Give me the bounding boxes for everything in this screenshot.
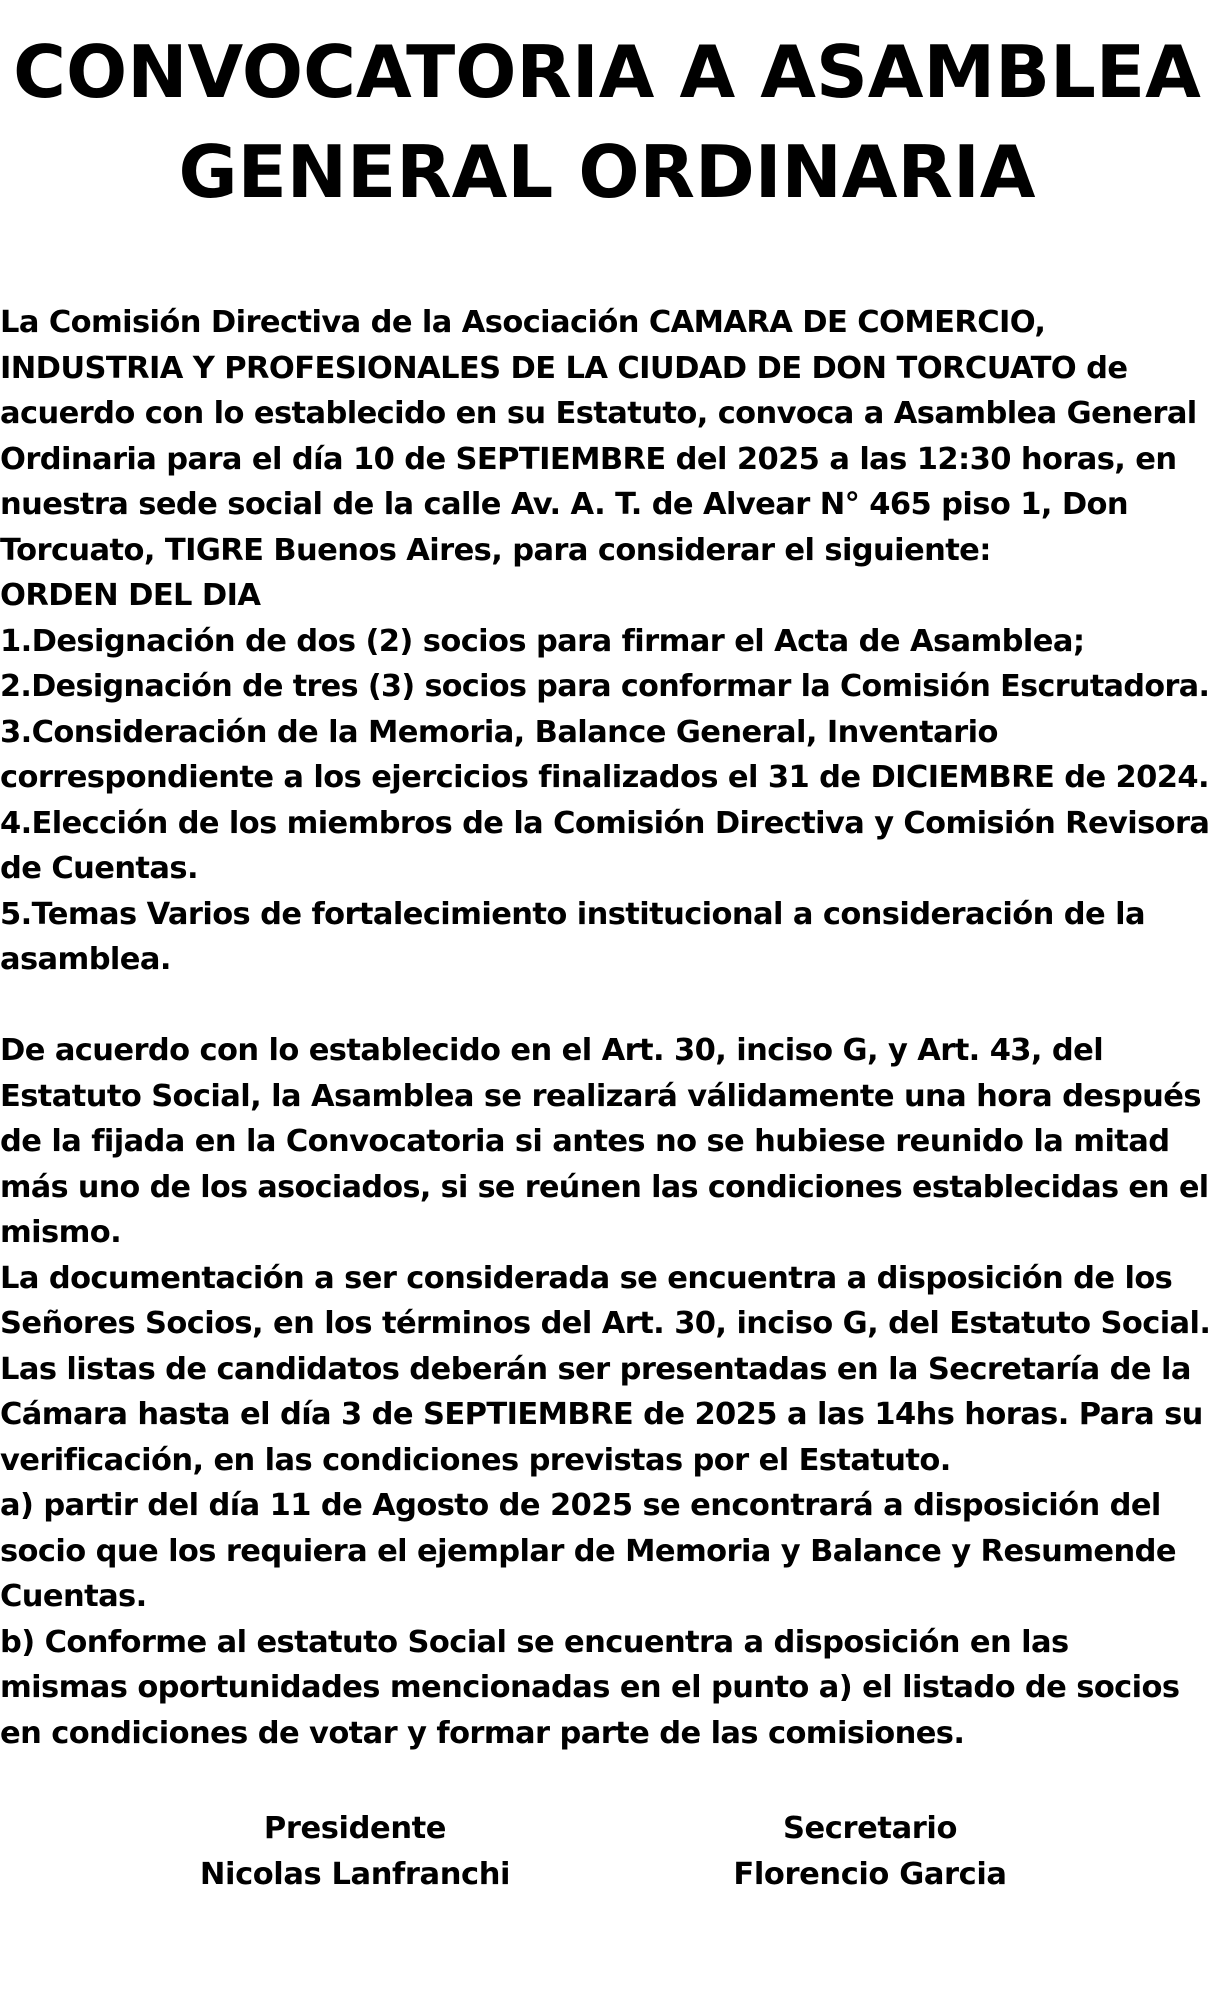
secretary-signature bbox=[660, 1806, 1080, 1898]
body-line: acuerdo con lo establecido en su Estatuto, convoca a Asamblea General bbox=[0, 396, 1197, 431]
agenda-item-continued: correspondiente a los ejercicios finalizados el 31 de DICIEMBRE de 2024. bbox=[0, 760, 1210, 795]
body-line: De acuerdo con lo establecido en el Art. 30, inciso G, y Art. 43, del bbox=[0, 1033, 1104, 1068]
president-signature bbox=[145, 1806, 565, 1898]
body-line: a) partir del día 11 de Agosto de 2025 se encontrará a disposición del bbox=[0, 1488, 1161, 1523]
body-line: en condiciones de votar y formar parte de las comisiones. bbox=[0, 1715, 965, 1751]
convocation-body bbox=[0, 300, 1214, 1756]
agenda-item: 4.Elección de los miembros de la Comisión Directiva y Comisión Revisora bbox=[0, 805, 1210, 841]
body-line: de la fijada en la Convocatoria si antes no se hubiese reunido la mitad bbox=[0, 1124, 1170, 1159]
body-line: b) Conforme al estatuto Social se encuentra a disposición en las bbox=[0, 1624, 1069, 1660]
title-line-2: GENERAL ORDINARIA bbox=[178, 130, 1036, 214]
agenda-heading: ORDEN DEL DIA bbox=[0, 578, 261, 613]
president-name: Nicolas Lanfranchi bbox=[199, 1857, 511, 1892]
body-line: nuestra sede social de la calle Av. A. T. de Alvear N° 465 piso 1, Don bbox=[0, 487, 1129, 522]
body-line: Estatuto Social, la Asamblea se realizará válidamente una hora después bbox=[0, 1078, 1201, 1114]
body-line: verificación, en las condiciones previstas por el Estatuto. bbox=[0, 1442, 951, 1478]
secretary-role: Secretario bbox=[782, 1811, 958, 1846]
agenda-item: 3.Consideración de la Memoria, Balance General, Inventario bbox=[0, 714, 998, 750]
body-line: Señores Socios, en los términos del Art. 30, inciso G, del Estatuto Social. bbox=[0, 1306, 1211, 1341]
body-line: más uno de los asociados, si se reúnen las condiciones establecidas en el bbox=[0, 1169, 1209, 1205]
body-line: Ordinaria para el día 10 de SEPTIEMBRE del 2025 a las 12:30 horas, en bbox=[0, 441, 1177, 477]
body-line: mismas oportunidades mencionadas en el punto a) el listado de socios bbox=[0, 1670, 1180, 1705]
body-line: La documentación a ser considerada se encuentra a disposición de los bbox=[0, 1260, 1173, 1296]
body-line: La Comisión Directiva de la Asociación CAMARA DE COMERCIO, bbox=[0, 305, 1046, 340]
paragraph-spacer bbox=[0, 983, 1214, 1029]
page-title bbox=[0, 22, 1214, 222]
agenda-item-continued: de Cuentas. bbox=[0, 851, 198, 886]
agenda-item: 2.Designación de tres (3) socios para conformar la Comisión Escrutadora. bbox=[0, 669, 1210, 704]
signature-block bbox=[0, 1806, 1214, 1906]
agenda-item: 1.Designación de dos (2) socios para firmar el Acta de Asamblea; bbox=[0, 623, 1085, 659]
body-line: Las listas de candidatos deberán ser presentadas en la Secretaría de la bbox=[0, 1351, 1191, 1387]
body-line: mismo. bbox=[0, 1215, 122, 1250]
body-line: Cámara hasta el día 3 de SEPTIEMBRE de 2025 a las 14hs horas. Para su bbox=[0, 1397, 1203, 1432]
agenda-item: 5.Temas Varios de fortalecimiento institucional a consideración de la bbox=[0, 896, 1145, 932]
body-line: Cuentas. bbox=[0, 1579, 147, 1614]
body-line: INDUSTRIA Y PROFESIONALES DE LA CIUDAD DE DON TORCUATO de bbox=[0, 350, 1128, 386]
president-role: Presidente bbox=[263, 1811, 447, 1846]
body-line: Torcuato, TIGRE Buenos Aires, para considerar el siguiente: bbox=[0, 532, 991, 568]
secretary-name: Florencio Garcia bbox=[733, 1857, 1007, 1892]
title-line-1: CONVOCATORIA A ASAMBLEA bbox=[13, 30, 1201, 114]
agenda-item-continued: asamblea. bbox=[0, 942, 171, 977]
body-line: socio que los requiera el ejemplar de Memoria y Balance y Resumende bbox=[0, 1533, 1176, 1569]
